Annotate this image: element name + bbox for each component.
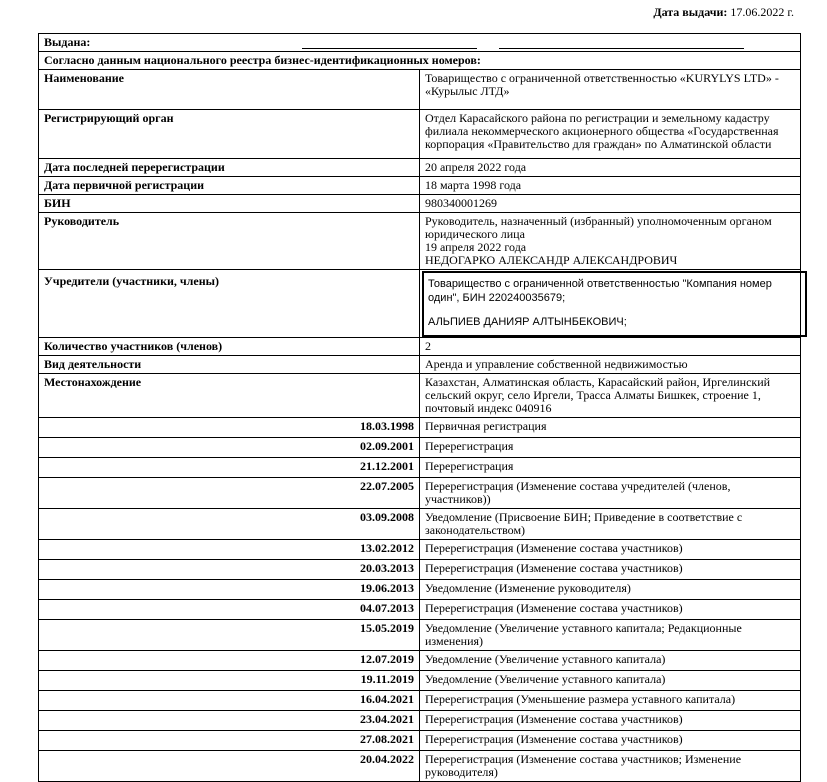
history-event: Уведомление (Увеличение уставного капитала; Редакционные изменения) [420, 620, 801, 651]
head-label: Руководитель [39, 213, 420, 270]
row-authority [39, 110, 801, 159]
row-last-rereg [39, 159, 801, 177]
history-event: Перерегистрация (Изменение состава участников) [420, 560, 801, 580]
history-date: 23.04.2021 [39, 711, 420, 731]
last-rereg-label: Дата последней перерегистрации [39, 159, 420, 177]
history-date: 27.08.2021 [39, 731, 420, 751]
history-event: Перерегистрация (Изменение состава участников) [420, 711, 801, 731]
history-event: Первичная регистрация [420, 418, 801, 438]
history-date: 19.11.2019 [39, 671, 420, 691]
participants-count-value: 2 [420, 338, 801, 356]
history-event: Перерегистрация [420, 458, 801, 478]
issued-blank-line [302, 40, 477, 49]
history-row [39, 458, 801, 478]
row-first-reg [39, 177, 801, 195]
history-event: Перерегистрация (Изменение состава учредителей (членов, участников)) [420, 478, 801, 509]
history-date: 02.09.2001 [39, 438, 420, 458]
history-event: Перерегистрация (Изменение состава участников) [420, 540, 801, 560]
activity-label: Вид деятельности [39, 356, 420, 374]
history-date: 12.07.2019 [39, 651, 420, 671]
head-value [420, 213, 801, 270]
row-location [39, 374, 801, 418]
founder-item-2: АЛЬПИЕВ ДАНИЯР АЛТЫНБЕКОВИЧ; [428, 316, 627, 328]
location-label: Местонахождение [39, 374, 420, 418]
history-row [39, 620, 801, 651]
location-value: Казахстан, Алматинская область, Карасайский район, Иргелинский сельский округ, село Иргели, Трасса Алматы Бишкек, строение 1, почтовый индекс 040916 [420, 374, 801, 418]
founders-label: Учредители (участники, члены) [39, 270, 420, 338]
issued-row [39, 34, 801, 52]
row-name [39, 70, 801, 110]
founder-item-1: Товарищество с ограниченной ответственностью "Компания номер один", БИН 220240035679; [428, 278, 772, 304]
row-activity [39, 356, 801, 374]
history-event: Уведомление (Изменение руководителя) [420, 580, 801, 600]
history-date: 03.09.2008 [39, 509, 420, 540]
head-name: НЕДОГАРКО АЛЕКСАНДР АЛЕКСАНДРОВИЧ [425, 253, 678, 267]
row-founders [39, 270, 801, 338]
issue-date-value: 17.06.2022 г. [730, 5, 794, 19]
history-date: 21.12.2001 [39, 458, 420, 478]
history-row [39, 478, 801, 509]
history-event: Уведомление (Присвоение БИН; Приведение в соответствие с законодательством) [420, 509, 801, 540]
history-date: 18.03.1998 [39, 418, 420, 438]
issue-date-label: Дата выдачи: [653, 5, 728, 19]
history-event: Перерегистрация [420, 438, 801, 458]
history-row [39, 651, 801, 671]
row-bin [39, 195, 801, 213]
last-rereg-value: 20 апреля 2022 года [420, 159, 801, 177]
history-date: 20.04.2022 [39, 751, 420, 782]
history-date: 13.02.2012 [39, 540, 420, 560]
founders-box [422, 271, 807, 337]
issue-date [653, 5, 794, 20]
history-row [39, 560, 801, 580]
history-event: Уведомление (Увеличение уставного капитала) [420, 651, 801, 671]
bin-label: БИН [39, 195, 420, 213]
registry-note: Согласно данным национального реестра бизнес-идентификационных номеров: [39, 52, 801, 70]
registry-note-row [39, 52, 801, 70]
history-date: 19.06.2013 [39, 580, 420, 600]
history-date: 22.07.2005 [39, 478, 420, 509]
participants-count-label: Количество участников (членов) [39, 338, 420, 356]
history-row [39, 540, 801, 560]
history-row [39, 691, 801, 711]
history-row [39, 509, 801, 540]
history-date: 15.05.2019 [39, 620, 420, 651]
history-date: 20.03.2013 [39, 560, 420, 580]
row-head [39, 213, 801, 270]
name-label: Наименование [39, 70, 420, 110]
registry-table [38, 33, 801, 782]
founders-value [420, 270, 801, 338]
history-event: Перерегистрация (Изменение состава участников) [420, 731, 801, 751]
history-row [39, 711, 801, 731]
issued-cell [39, 34, 801, 52]
history-event: Уведомление (Увеличение уставного капитала) [420, 671, 801, 691]
history-row [39, 751, 801, 782]
first-reg-label: Дата первичной регистрации [39, 177, 420, 195]
history-row [39, 438, 801, 458]
history-row [39, 418, 801, 438]
history-event: Перерегистрация (Уменьшение размера уставного капитала) [420, 691, 801, 711]
row-participants-count [39, 338, 801, 356]
history-event: Перерегистрация (Изменение состава участников) [420, 600, 801, 620]
head-date: 19 апреля 2022 года [425, 240, 527, 254]
issued-label: Выдана: [44, 35, 91, 49]
bin-value: 980340001269 [420, 195, 801, 213]
history-row [39, 731, 801, 751]
history-row [39, 600, 801, 620]
head-position: Руководитель, назначенный (избранный) уполномоченным органом юридического лица [425, 214, 772, 241]
activity-value: Аренда и управление собственной недвижимостью [420, 356, 801, 374]
history-date: 04.07.2013 [39, 600, 420, 620]
authority-value: Отдел Карасайского района по регистрации и земельному кадастру филиала некоммерческого акционерного общества «Государственная корпорация «Правительство для граждан» по Алматинской области [420, 110, 801, 159]
first-reg-value: 18 марта 1998 года [420, 177, 801, 195]
history-event: Перерегистрация (Изменение состава участников; Изменение руководителя) [420, 751, 801, 782]
history-row [39, 671, 801, 691]
issued-blank-line-2 [499, 40, 744, 49]
name-value: Товарищество с ограниченной ответственностью «KURYLYS LTD» - «Курылыс ЛТД» [420, 70, 801, 110]
history-date: 16.04.2021 [39, 691, 420, 711]
history-row [39, 580, 801, 600]
authority-label: Регистрирующий орган [39, 110, 420, 159]
